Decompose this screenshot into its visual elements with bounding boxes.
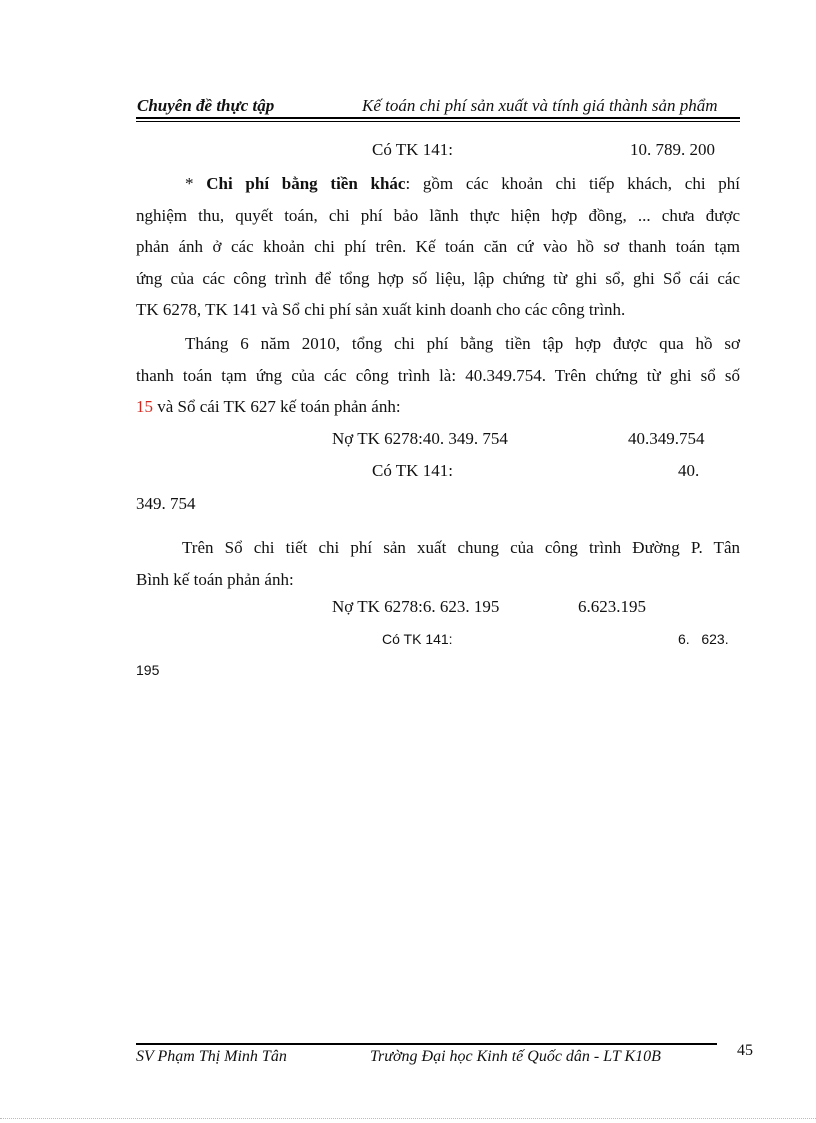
para1-line5: TK 6278, TK 141 và Sổ chi phí sản xuất kinh doanh cho các công trình. bbox=[136, 300, 626, 319]
header-right-title: Kế toán chi phí sản xuất và tính giá thành sản phẩm bbox=[362, 96, 718, 115]
para2-line3: 15 và Sổ cái TK 627 kế toán phản ánh: bbox=[136, 397, 401, 416]
paragraph-detail-ledger bbox=[136, 532, 740, 595]
footer-student: SV Phạm Thị Minh Tân bbox=[136, 1048, 287, 1065]
page-bottom-dotted-line bbox=[0, 1118, 816, 1119]
para3-line1: Trên Sổ chi tiết chi phí sản xuất chung của công trình Đường P. Tân bbox=[182, 538, 740, 557]
entry3-credit-amount-a: 6. 623. bbox=[678, 631, 729, 647]
entry1-amount: 10. 789. 200 bbox=[630, 140, 715, 159]
paragraph-other-costs bbox=[136, 168, 740, 326]
header-rule-thin bbox=[136, 121, 740, 122]
para1-line2: nghiệm thu, quyết toán, chi phí bảo lãnh thực hiện hợp đồng, ... chưa được bbox=[136, 205, 740, 225]
para3-line2: Bình kế toán phản ánh: bbox=[136, 569, 294, 589]
entry3-debit: Nợ TK 6278:6. 623. 195 bbox=[332, 597, 500, 616]
entry2-credit-amount-b: 349. 754 bbox=[136, 494, 196, 513]
para2-line1: Tháng 6 năm 2010, tổng chi phí bằng tiền tập hợp được qua hồ sơ bbox=[185, 334, 740, 353]
entry2-debit-amount: 40.349.754 bbox=[628, 429, 705, 448]
paragraph-june-2010 bbox=[136, 328, 740, 423]
header-rule-thick bbox=[136, 117, 740, 119]
footer-rule bbox=[136, 1043, 717, 1045]
para2-line2: thanh toán tạm ứng của các công trình là: 40.349.754. Trên chứng từ ghi sổ số bbox=[136, 365, 740, 385]
para1-line1: * Chi phí bằng tiền khác: gồm các khoản chi tiếp khách, chi phí bbox=[185, 174, 740, 193]
entry3-credit-amount-b: 195 bbox=[136, 662, 160, 678]
entry3-credit: Có TK 141: bbox=[382, 631, 453, 647]
entry2-credit-amount-a: 40. bbox=[678, 461, 700, 480]
entry2-credit: Có TK 141: bbox=[372, 461, 453, 480]
footer-school: Trường Đại học Kinh tế Quốc dân - LT K10B bbox=[370, 1048, 661, 1065]
page-number: 45 bbox=[737, 1042, 753, 1059]
voucher-number: 15 bbox=[136, 397, 153, 416]
para1-bold-term: Chi phí bằng tiền khác bbox=[206, 174, 406, 193]
header-left-title: Chuyên đề thực tập bbox=[137, 96, 275, 115]
para1-line4: ứng của các công trình để tổng hợp số liệu, lập chứng từ ghi sổ, ghi Sổ cái các bbox=[136, 268, 740, 288]
entry2-debit: Nợ TK 6278:40. 349. 754 bbox=[332, 429, 508, 448]
entry1-account: Có TK 141: bbox=[372, 140, 453, 159]
para1-line3: phản ánh ở các khoản chi phí trên. Kế toán căn cứ vào hồ sơ thanh toán tạm bbox=[136, 237, 740, 256]
entry3-debit-amount: 6.623.195 bbox=[578, 597, 646, 616]
